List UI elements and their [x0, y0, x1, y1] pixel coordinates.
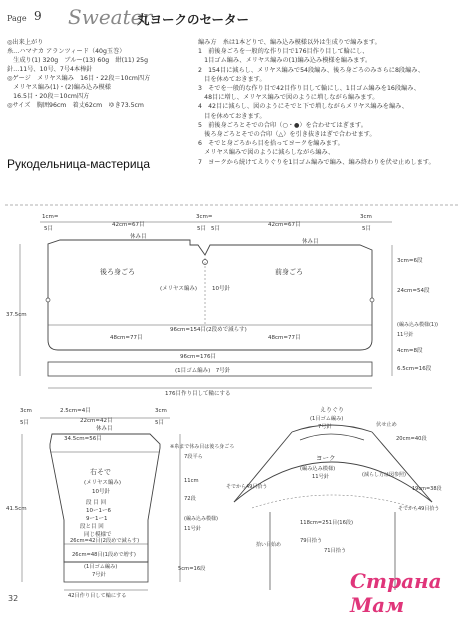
- match-mark-icon: [370, 298, 374, 302]
- dim-label: 5目: [211, 226, 220, 232]
- neck-width: 20cm=40段: [396, 436, 427, 442]
- dim-label: 5cm=16段: [178, 566, 206, 572]
- instruction-line: 7 ヨークから続けてえりぐりを1目ゴム編みで編み、編み終わりを伏せ止めします。: [198, 158, 435, 166]
- pick-up-line: [252, 495, 416, 508]
- increase-row: 同じ模様で: [84, 532, 112, 538]
- neck-arc: [292, 425, 372, 432]
- yoke-label: ヨーク: [316, 454, 336, 462]
- neck-label: えりぐり: [320, 407, 345, 414]
- dim-label: 11号針: [397, 332, 414, 338]
- front-label: 前身ごろ: [275, 268, 303, 276]
- increase-row: 10ー1ー6: [86, 508, 111, 514]
- rib-note: (1目ゴム編み) 7号針: [175, 368, 231, 374]
- dim-label: 26cm=42目(2段めで減らす): [70, 538, 140, 544]
- yoke-stitch: (編み込み模様): [300, 466, 336, 472]
- sleeve-pick-left: そでから49目拾う: [226, 484, 268, 490]
- back-pick: 71目拾う: [324, 548, 347, 554]
- dim-label: 96cm=154目(2段めで減らす): [170, 327, 247, 333]
- instruction-line: 1 前後身ごろを一般的な作り目で176目作り目して輪にし、: [198, 48, 369, 56]
- dim-label: 26cm=48目(1段めで増す): [72, 552, 136, 558]
- cast-on-note: 42目作り目して輪にする: [68, 593, 127, 599]
- dim-label: 48cm=77目: [268, 335, 301, 341]
- body-diagram: [6, 214, 438, 397]
- instruction-line: 1目ゴム編み、メリヤス編みの(1)編み込み模様を編みます。: [198, 57, 372, 65]
- bind-off: 伏せ止め: [376, 422, 397, 428]
- instruction-line: メリヤス編みで図のように減らしながら編み、: [198, 149, 335, 157]
- dim-label: (編み込み模様(1)): [397, 322, 438, 328]
- rib-note: (1目ゴム編み): [84, 564, 118, 570]
- materials-line: ◎出来上がり: [7, 39, 44, 46]
- dim-label: 6.5cm=16段: [397, 366, 432, 372]
- dim-label: 3cm: [20, 408, 32, 414]
- body-outline: [48, 240, 372, 350]
- dim-label: 24cm=54段: [397, 288, 430, 294]
- dim-label: 5目: [155, 420, 164, 426]
- pick-label: 拾い目始め: [256, 542, 282, 548]
- neck-needle: 7号針: [318, 424, 332, 430]
- dim-label: 48cm=77目: [110, 335, 143, 341]
- pattern-title: 丸ヨークのセーター: [137, 12, 250, 27]
- needle-note: 10号針: [212, 286, 230, 292]
- yoke-diagram: [226, 407, 442, 590]
- instruction-line: 5 前後身ごろとそでの合印（○・●）を合わせてはぎます。: [198, 121, 367, 129]
- round-width: 118cm=251目(16段): [300, 520, 354, 526]
- needle-note: 10号針: [92, 489, 110, 495]
- dim-label: 3cm=: [196, 214, 213, 220]
- neck-inner-arc: [300, 434, 364, 440]
- yoke-needle: 11号針: [312, 474, 329, 480]
- dim-label: 5目: [44, 226, 53, 232]
- materials-line: 16.5目・20段＝10cm四方: [7, 93, 90, 100]
- decrease-note: (減らし方は図参照): [362, 472, 406, 478]
- height-label: 41.5cm: [6, 506, 27, 512]
- stitch-note: (メリヤス編み): [160, 286, 198, 292]
- dim-label: (編み込み模様): [184, 516, 218, 522]
- rest-label: 休み目: [96, 426, 113, 432]
- rest-label: 休み目: [130, 234, 147, 240]
- materials-line: ◎サイズ 胸囲96cm 着丈62cm ゆき73.5cm: [7, 102, 144, 109]
- dim-label: 34.5cm=56目: [64, 436, 102, 442]
- watermark-text: Рукодельница-мастерица: [7, 157, 151, 171]
- site-logo: Страна Мам: [350, 569, 442, 617]
- sleeve-diagram: [6, 406, 234, 599]
- dim-label: 22cm=42目: [80, 418, 113, 424]
- stitch-note: (メリヤス編み): [84, 480, 122, 486]
- increase-row: 段 目 回: [86, 500, 106, 506]
- dim-label: 72段: [184, 496, 196, 502]
- dim-label: 11号針: [184, 526, 201, 532]
- marks-note: ※糸まで休み目は後ろ身ごろ: [170, 444, 235, 450]
- increase-row: 9ー1ー1: [86, 516, 108, 522]
- instruction-line: 後ろ身ごろとそでの合印（△）を引き抜きはぎで合わせます。: [198, 131, 376, 139]
- instruction-line: 目を休めておきます。: [198, 75, 266, 83]
- cast-on-note: 176目作り目して輪にする: [165, 391, 231, 397]
- rib-needle: 7号針: [92, 572, 106, 578]
- back-label: 後ろ身ごろ: [100, 268, 135, 276]
- instruction-line: 目を休めておきます。: [198, 112, 266, 120]
- dim-label: 5目: [362, 226, 371, 232]
- dim-label: 4cm=8段: [397, 348, 423, 354]
- yoke-height: 19cm=38段: [412, 486, 442, 492]
- dim-label: 7段平ら: [184, 454, 203, 460]
- increase-row: 段と目 回: [80, 524, 104, 530]
- sleeve-label: 右そで: [90, 468, 111, 476]
- sleeve-pick-right: そでから49目拾う: [398, 506, 440, 512]
- materials-line: メリヤス編み(1)・(2)編み込み模様: [7, 84, 111, 91]
- dim-label: 3cm: [360, 214, 372, 220]
- dim-label: 5目: [197, 226, 206, 232]
- instruction-line: 2 154目に減らし、メリヤス編みで54段編み、後ろ身ごろのみさらに8段編み、: [198, 66, 425, 74]
- height-label: 37.5cm: [6, 312, 27, 318]
- yoke-edge: [234, 432, 292, 502]
- instruction-line: 編み方 糸は1本どりで、編み込み模様以外は生成りで編みます。: [198, 39, 381, 46]
- neck-stitch: (1目ゴム編み): [310, 416, 344, 422]
- dim-label: 3cm: [155, 408, 167, 414]
- dim-label: 11cm: [184, 478, 199, 484]
- instruction-line: 3 そでを一般的な作り目で42目作り目して輪にし、1目ゴム編みを16段編み、: [198, 85, 420, 93]
- front-pick: 79目拾う: [300, 538, 323, 544]
- dim-label: 42cm=67目: [268, 222, 301, 228]
- script-title: Sweater: [68, 5, 153, 29]
- instruction-line: 6 そでと身ごろから目を拾ってヨークを編みます。: [198, 140, 344, 148]
- materials-line: 針…11号、10号、7号4本棒針: [7, 66, 93, 73]
- dim-label: 42cm=67目: [112, 222, 145, 228]
- dim-label: 2.5cm=4目: [60, 408, 91, 414]
- page-number: 9: [34, 9, 42, 23]
- materials-line: 生成り(1) 320g ブルー(13) 60g 紺(11) 25g: [7, 57, 149, 64]
- footer-page-number: 32: [8, 594, 19, 603]
- instruction-line: 4 42目に減らし、図のようにそでと下で増しながらメリヤス編みを編み、: [198, 103, 408, 111]
- materials-line: 糸…ハマナカ アランツィード（40g玉巻）: [7, 48, 126, 55]
- instruction-line: 48目に増し、メリヤス編みで図のように増しながら編みます。: [198, 94, 379, 102]
- dim-label: 1cm=: [42, 214, 59, 220]
- page-label: Page: [7, 14, 27, 23]
- rest-label: 休み目: [302, 239, 319, 245]
- materials-line: ◎ゲージ メリヤス編み 16目・22段＝10cm四方: [7, 75, 151, 82]
- dim-label: 96cm=176目: [180, 354, 216, 360]
- match-mark-icon: [46, 298, 50, 302]
- dim-label: 3cm=6段: [397, 258, 423, 264]
- dim-label: 5目: [20, 420, 29, 426]
